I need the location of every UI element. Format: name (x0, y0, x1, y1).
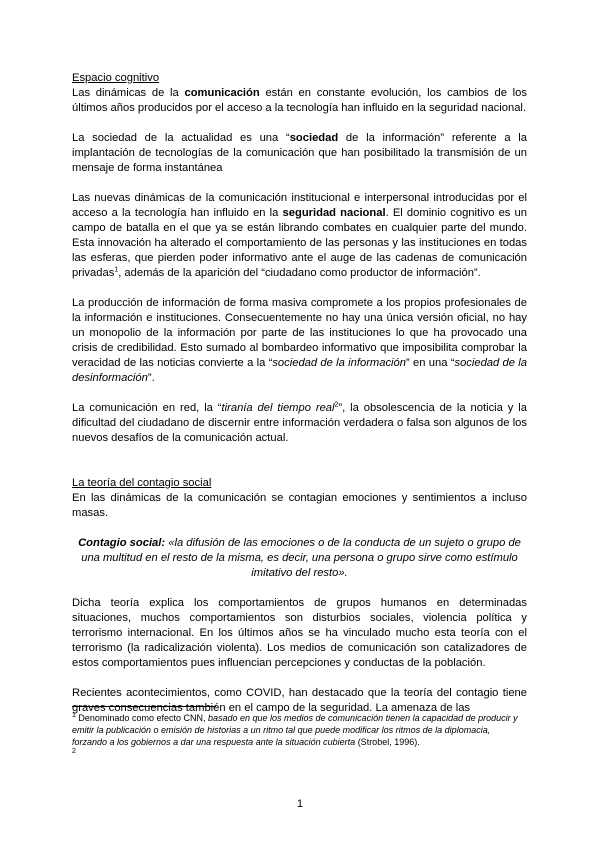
footnote-2 (72, 748, 527, 760)
footnote-ref[interactable]: 1 (114, 266, 119, 274)
quote-term: Contagio social: (78, 537, 166, 549)
bold-text: sociedad (289, 132, 339, 144)
page-number: 1 (296, 798, 304, 810)
text-run: ” en una “ (406, 357, 455, 369)
definition-quote (78, 536, 521, 581)
paragraph (72, 131, 527, 176)
footnotes (72, 712, 527, 760)
footnote-number: 2 (72, 748, 76, 755)
paragraph: En las dinámicas de la comunicación se contagian emociones y sentimientos a incluso masas. (72, 492, 527, 519)
quote-text: «la difusión de las emociones o de la conducta de un sujeto o grupo de una multitud en el resto de la misma, es decir, una persona o grupo sirve como estímulo imitativo del resto». (81, 537, 521, 579)
bold-text: seguridad nacional (282, 207, 386, 219)
section-heading-contagio-social: La teoría del contagio social (72, 477, 212, 489)
footnote-ref[interactable]: 2 (334, 401, 339, 409)
italic-text: sociedad de la información (272, 357, 406, 369)
text-run: ”. (147, 372, 155, 384)
paragraph: Dicha teoría explica los comportamientos de grupos humanos en determinadas situaciones, muchos comportamientos son disturbios sociales, violencia política y terrorismo internacional. En los últimos años se ha vinculado mucho esta teoría con el terrorismo (la radicalización violenta). Los medios de comunicación son catalizadores de estos comportamientos pues influencian percepciones y conductas de la población. (72, 597, 527, 669)
page-content (72, 71, 527, 716)
paragraph (72, 86, 527, 116)
text-run: La sociedad de la actualidad es una “ (72, 132, 290, 144)
text-run: Las dinámicas de la (72, 87, 185, 99)
text-run: Denominado como efecto CNN, (75, 713, 208, 723)
text-run: (Strobel, 1996). (355, 737, 420, 747)
footnote-number: 1 (72, 712, 76, 719)
paragraph (72, 296, 527, 386)
text-run: La producción de información de forma masiva compromete a los propios profesionales de la información e instituciones. Consecuentemente no hay una única versión oficial, no hay un monopolio de la información por parte de las instituciones lo que ha provocado una crisis de credibilidad. Esto sumado al bombardeo informativo que imposibilita comprobar la veracidad de las noticias convierte a la “ (72, 297, 527, 369)
text-run: están en constante evolución, los cambios de los últimos años producidos por el acceso a la tecnología han influido en la seguridad nacional. (72, 87, 527, 114)
paragraph: Recientes acontecimientos, como COVID, han destacado que la teoría del contagio tiene graves consecuencias también en el campo de la seguridad. La amenaza de las (72, 687, 527, 714)
text-run: La comunicación en red, la “ (72, 402, 222, 414)
bold-text: comunicación (184, 87, 260, 99)
italic-text: sociedad de la desinformación (72, 357, 528, 384)
section-heading-espacio-cognitivo: Espacio cognitivo (72, 72, 160, 84)
text-run: Las nuevas dinámicas de la comunicación institucional e interpersonal introducidas por el acceso a la tecnología han influido en la (72, 192, 527, 219)
footnote-divider (72, 706, 216, 707)
footnote-1 (72, 712, 527, 748)
text-run: . El dominio cognitivo es un campo de batalla en el que ya se están librando combates en cualquier parte del mundo. Esta innovación ha alterado el comportamiento de las personas y las instituciones en todas las esferas, que pierden poder informativo ante el auge de las cadenas de comunicación privadas (72, 207, 527, 279)
text-run: de la información” referente a la implantación de tecnologías de la comunicación que han posibilitado la transmisión de un mensaje de forma instantánea (72, 132, 527, 174)
paragraph (72, 191, 527, 281)
paragraph (72, 401, 527, 446)
text-run: , además de la aparición del “ciudadano como productor de información”. (118, 267, 481, 279)
italic-text: basado en que los medios de comunicación tienen la capacidad de producir y emitir la publicación o emisión de historias a un ritmo tal que puede modificar los ritmos de la diplomacia, forzando a los gobiernos a dar una respuesta ante la situación cubierta (72, 713, 518, 747)
italic-text: tiranía del tiempo real (221, 402, 335, 414)
text-run: ”, la obsolescencia de la noticia y la dificultad del ciudadano de discernir entre información verdadera o falsa son algunos de los nuevos desafíos de la comunicación actual. (72, 402, 527, 444)
